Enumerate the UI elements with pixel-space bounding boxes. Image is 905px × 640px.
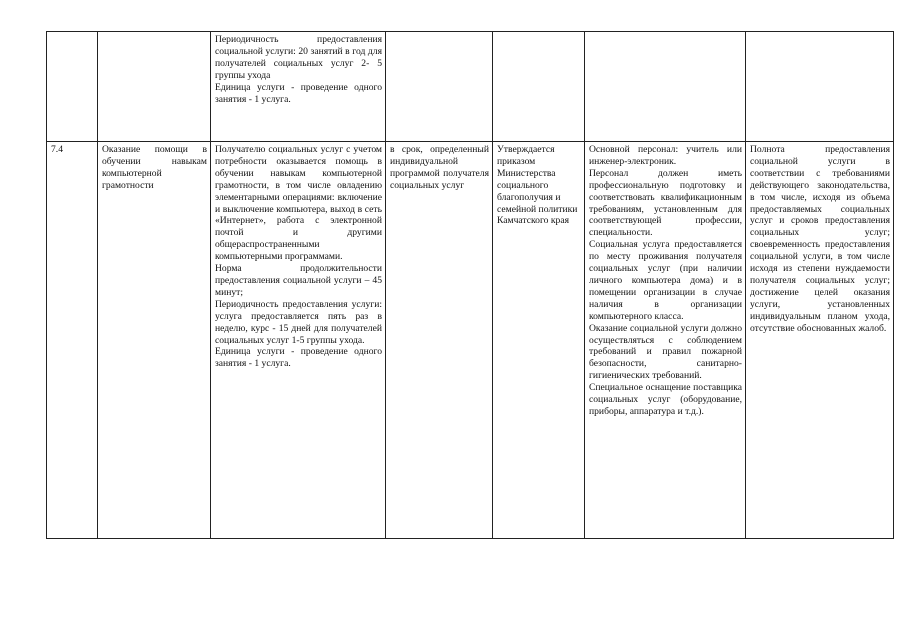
conditions-paragraph: Специальное оснащение поставщика социальных услуг (оборудование, приборы, аппаратура и т.д.). bbox=[589, 382, 742, 417]
cell-term bbox=[386, 32, 493, 142]
table-row-continuation bbox=[47, 32, 894, 142]
cell-description bbox=[211, 32, 386, 142]
description-paragraph: Норма продолжительности предоставления социальной услуги – 45 минут; bbox=[215, 263, 382, 298]
table-row-7-4 bbox=[47, 142, 894, 539]
quality-paragraph: Полнота предоставления социальной услуги в соответствии с требованиями действующего законодательства, в том числе, исходя из объема предоставляемых социальных услуг и сроков предоставления социальных услуг; своевременность предоставления социальной услуги, в том числе исходя из степени нуждаемости получателя социальных услуг; достижение целей оказания услуги, установленных индивидуальным планом ухода, отсутствие обоснованных жалоб. bbox=[750, 144, 890, 334]
cell-number: 7.4 bbox=[47, 142, 98, 539]
cell-conditions bbox=[585, 32, 746, 142]
cell-quality bbox=[746, 32, 894, 142]
description-paragraph: Получателю социальных услуг с учетом потребности оказывается помощь в обучении навыкам компьютерной грамотности, в том числе овладению элементарными операциями: включение и выключение компьютера, выход в сеть «Интернет», работа с электронной почтой и другими общераспространенными компьютерными программами. bbox=[215, 144, 382, 263]
services-table bbox=[46, 31, 894, 539]
description-paragraph: Периодичность предоставления социальной услуги: 20 занятий в год для получателей социальных услуг 2- 5 группы ухода bbox=[215, 34, 382, 81]
cell-service-name: Оказание помощи в обучении навыкам компьютерной грамотности bbox=[98, 142, 211, 539]
description-paragraph: Единица услуги - проведение одного занятия - 1 услуга. bbox=[215, 81, 382, 105]
cell-number bbox=[47, 32, 98, 142]
description-paragraph: Единица услуги - проведение одного занятия - 1 услуга. bbox=[215, 346, 382, 370]
cell-conditions bbox=[585, 142, 746, 539]
cell-service-name bbox=[98, 32, 211, 142]
cell-term: в срок, определенный индивидуальной программой получателя социальных услуг bbox=[386, 142, 493, 539]
cell-tariff: Утверждается приказом Министерства социального благополучия и семейной политики Камчатского края bbox=[493, 142, 585, 539]
cell-description bbox=[211, 142, 386, 539]
conditions-paragraph: Социальная услуга предоставляется по месту проживания получателя социальных услуг (при наличии личного компьютера дома) и в помещении организации в случае наличия в организации компьютерного класса. bbox=[589, 239, 742, 322]
conditions-paragraph: Персонал должен иметь профессиональную подготовку и соответствовать квалификационным требованиям, установленным для соответствующей профессии, специальности. bbox=[589, 167, 742, 239]
conditions-paragraph: Оказание социальной услуги должно осуществляться с соблюдением требований и правил пожарной безопасности, санитарно-гигиенических требований. bbox=[589, 322, 742, 382]
description-paragraph: Периодичность предоставления услуги: услуга предоставляется пять раз в неделю, курс - 15 дней для получателей социальных услуг 1-5 группы ухода. bbox=[215, 298, 382, 346]
cell-quality bbox=[746, 142, 894, 539]
cell-tariff bbox=[493, 32, 585, 142]
conditions-paragraph: Основной персонал: учитель или инженер-электроник. bbox=[589, 144, 742, 167]
